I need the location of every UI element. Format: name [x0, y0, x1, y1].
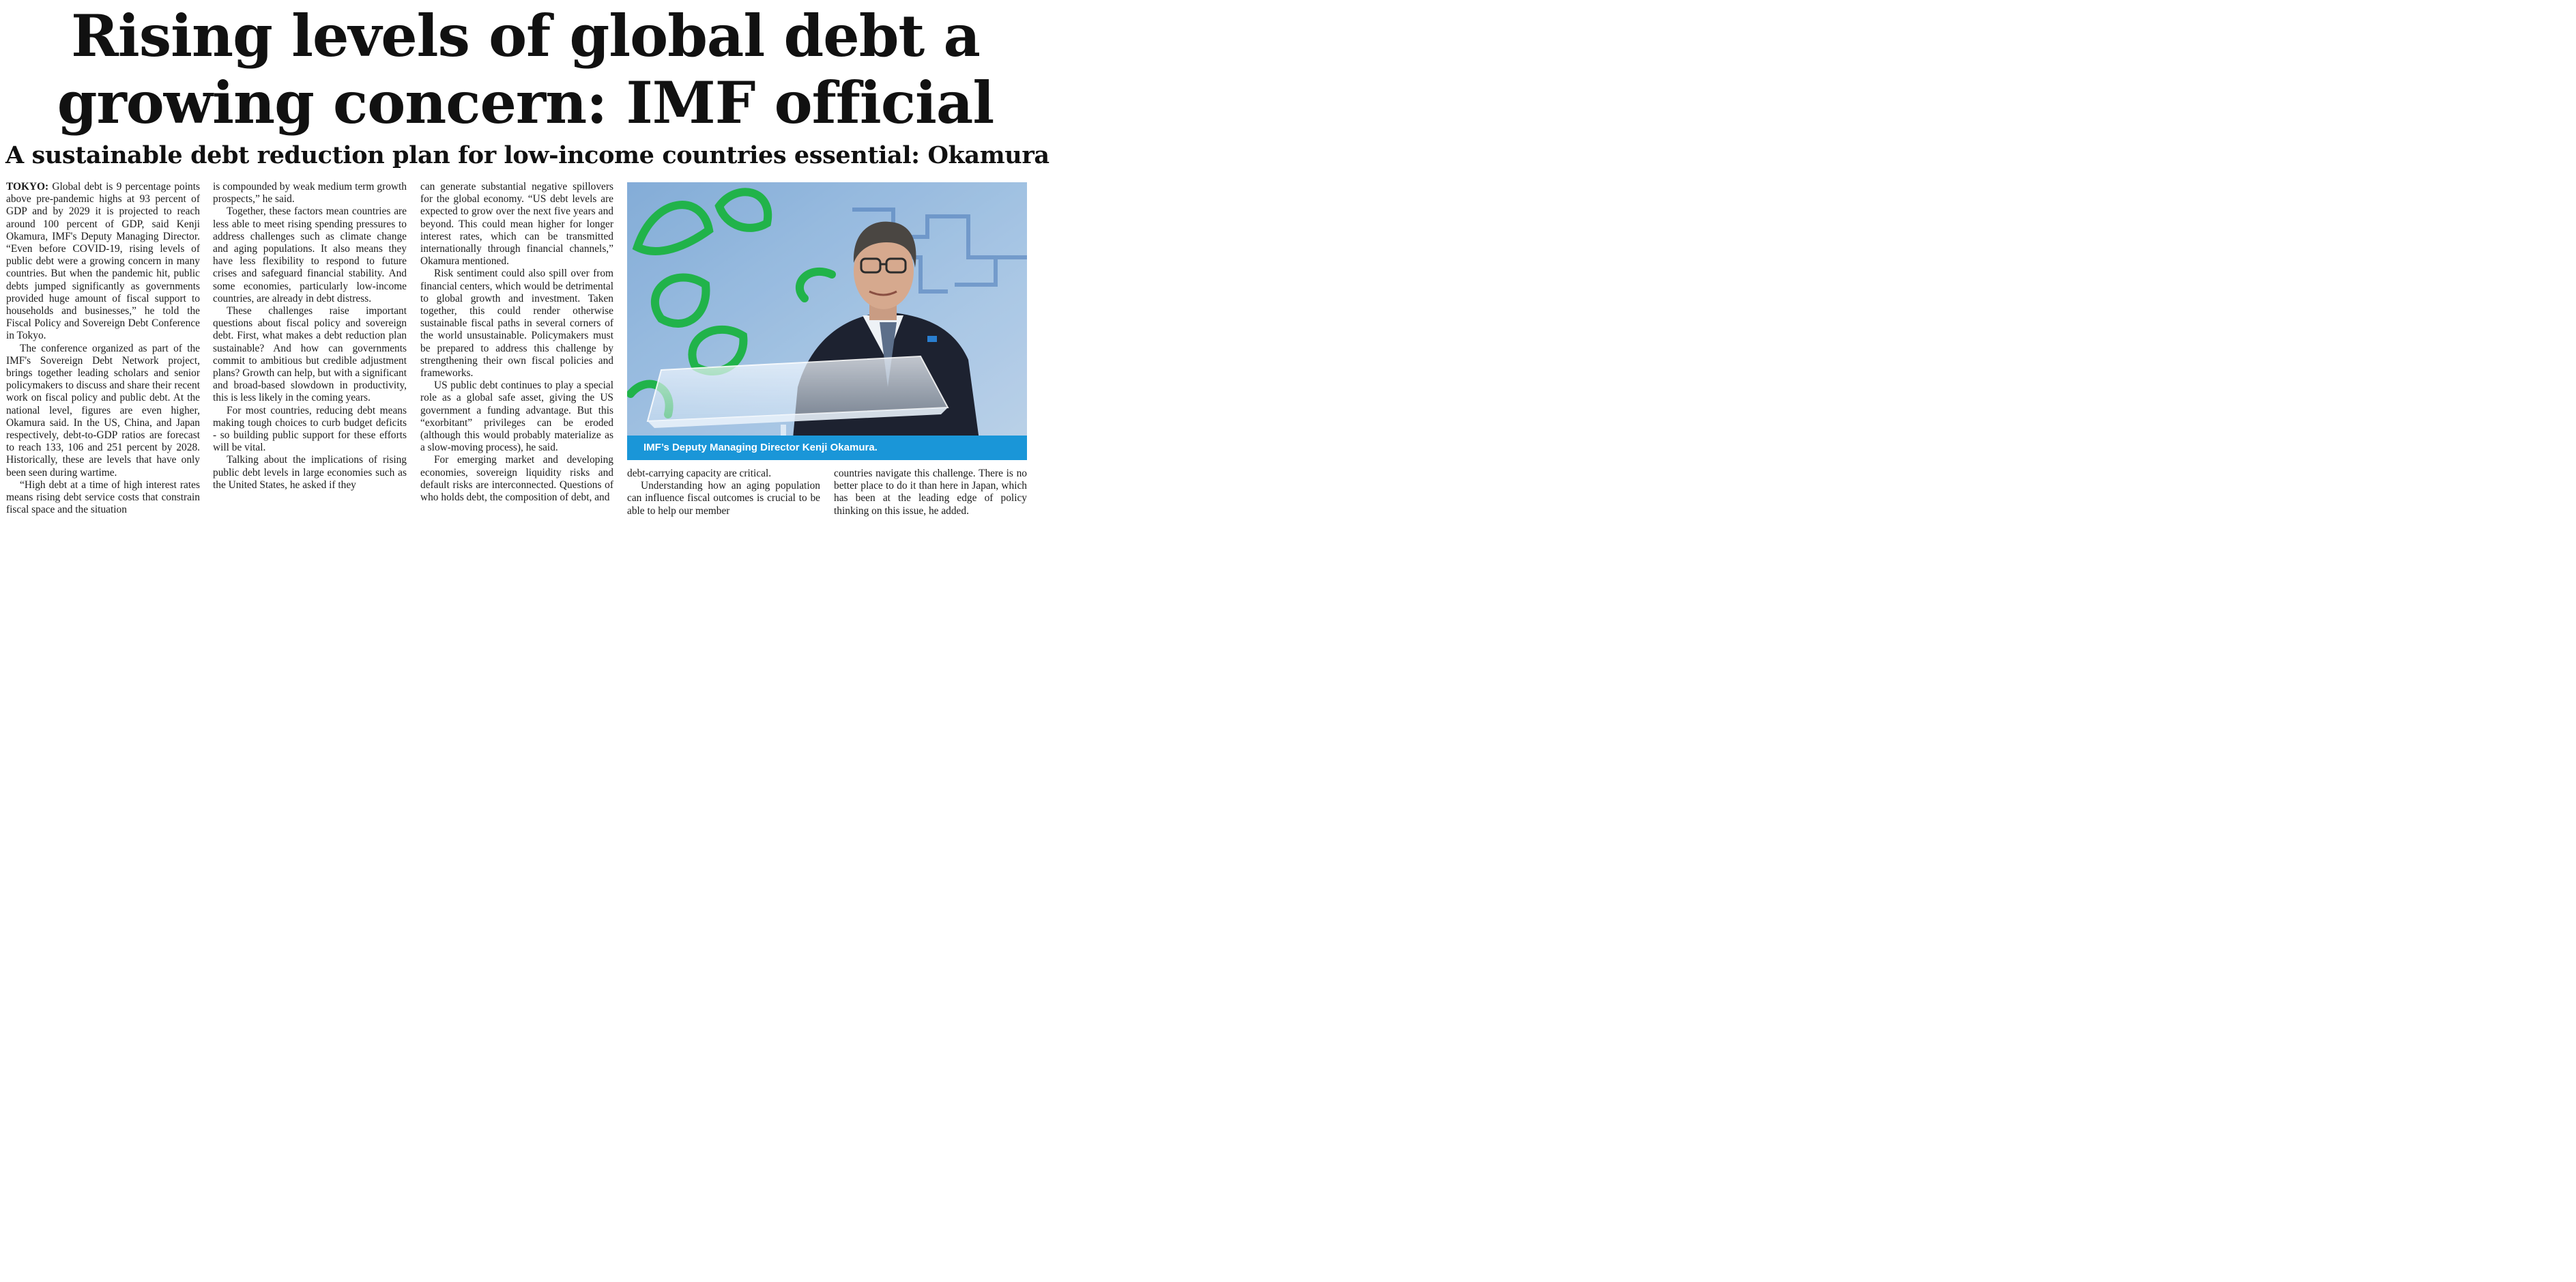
article-column-1	[6, 181, 200, 516]
headline-line-1: Rising levels of global debt a	[71, 2, 980, 70]
dateline: TOKYO:	[6, 181, 49, 193]
paragraph: debt-carrying capacity are critical.	[627, 468, 772, 479]
paragraph: Risk sentiment could also spill over from financial centers, which would be detrimental to global growth and investment. Taken together, this could render otherwise sustainable fiscal paths in several corners of the world unsustainable. Policymakers must be prepared to address this challenge by strengthening their own fiscal policies and frameworks.	[420, 268, 613, 380]
headline	[0, 3, 1051, 137]
speaker-illustration	[627, 182, 1027, 460]
paragraph: Talking about the implications of rising public debt levels in large economies such as the United States, he asked if they	[213, 454, 407, 491]
paragraph: Together, these factors mean countries are less able to meet rising spending pressures to address challenges such as climate change and aging populations. It also means they have less flexibility to respond to future crises and safeguard financial stability. And some economies, particularly low-income countries, are already in debt distress.	[213, 205, 407, 304]
subheadline: A sustainable debt reduction plan for low-income countries essential: Okamura	[5, 141, 1050, 169]
article-column-3	[420, 181, 613, 504]
paragraph: The conference organized as part of the IMF's Sovereign Debt Network project, brings together leading scholars and senior policymakers to discuss and share their recent work on fiscal policy and public debt. At the national level, figures are even higher, Okamura said. In the US, China, and Japan respectively, debt-to-GDP ratios are forecast to reach 133, 106 and 251 percent by 2028. Historically, these are levels that have only been seen during wartime.	[6, 342, 200, 479]
paragraph	[6, 181, 200, 343]
paragraph: is compounded by weak medium term growth prospects,” he said.	[213, 181, 407, 205]
article-column-2	[213, 181, 407, 492]
paragraph: For most countries, reducing debt means making tough choices to curb budget deficits - so building public support for these efforts will be vital.	[213, 404, 407, 454]
paragraph: Understanding how an aging population can influence fiscal outcomes is crucial to be able to help our member	[627, 480, 820, 517]
paragraph: countries navigate this challenge. There is no better place to do it than here in Japan, which has been at the leading edge of policy thinking on this issue, he added.	[834, 468, 1027, 517]
paragraph: For emerging market and developing economies, sovereign liquidity risks and default risks are interconnected. Questions of who holds debt, the composition of debt, and	[420, 454, 613, 504]
paragraph: These challenges raise important questions about fiscal policy and sovereign debt. First, what makes a debt reduction plan sustainable? And how can governments commit to ambitious but credible adjustment plans? Growth can help, but with a significant and broad-based slowdown in productivity, this is less likely in the coming years.	[213, 305, 407, 404]
news-photo	[627, 182, 1027, 460]
article-column-5	[834, 468, 1027, 517]
article-column-4	[627, 468, 820, 517]
paragraph: “High debt at a time of high interest rates means rising debt service costs that constrain fiscal space and the situation	[6, 479, 200, 516]
photo-caption: IMF’s Deputy Managing Director Kenji Okamura.	[627, 436, 1027, 460]
headline-line-2: growing concern: IMF official	[57, 69, 994, 137]
paragraph: can generate substantial negative spillovers for the global economy. “US debt levels are expected to grow over the next five years and beyond. This could mean higher for longer interest rates, which can be transmitted internationally through financial channels,” Okamura mentioned.	[420, 181, 613, 268]
paragraph-text: Global debt is 9 percentage points above pre-pandemic highs at 93 percent of GDP and by 2029 it is projected to reach around 100 percent of GDP, said Kenji Okamura, IMF's Deputy Managing Director. “Even before COVID-19, rising levels of public debt were a growing concern in many countries. But when the pandemic hit, public debts jumped significantly as governments provided huge amount of fiscal support to households and businesses,” he told the Fiscal Policy and Sovereign Debt Conference in Tokyo.	[6, 181, 200, 342]
paragraph: US public debt continues to play a special role as a global safe asset, giving the US government a funding advantage. But this “exorbitant” privileges can be eroded (although this would probably materialize as a slow-moving process), he said.	[420, 380, 613, 454]
